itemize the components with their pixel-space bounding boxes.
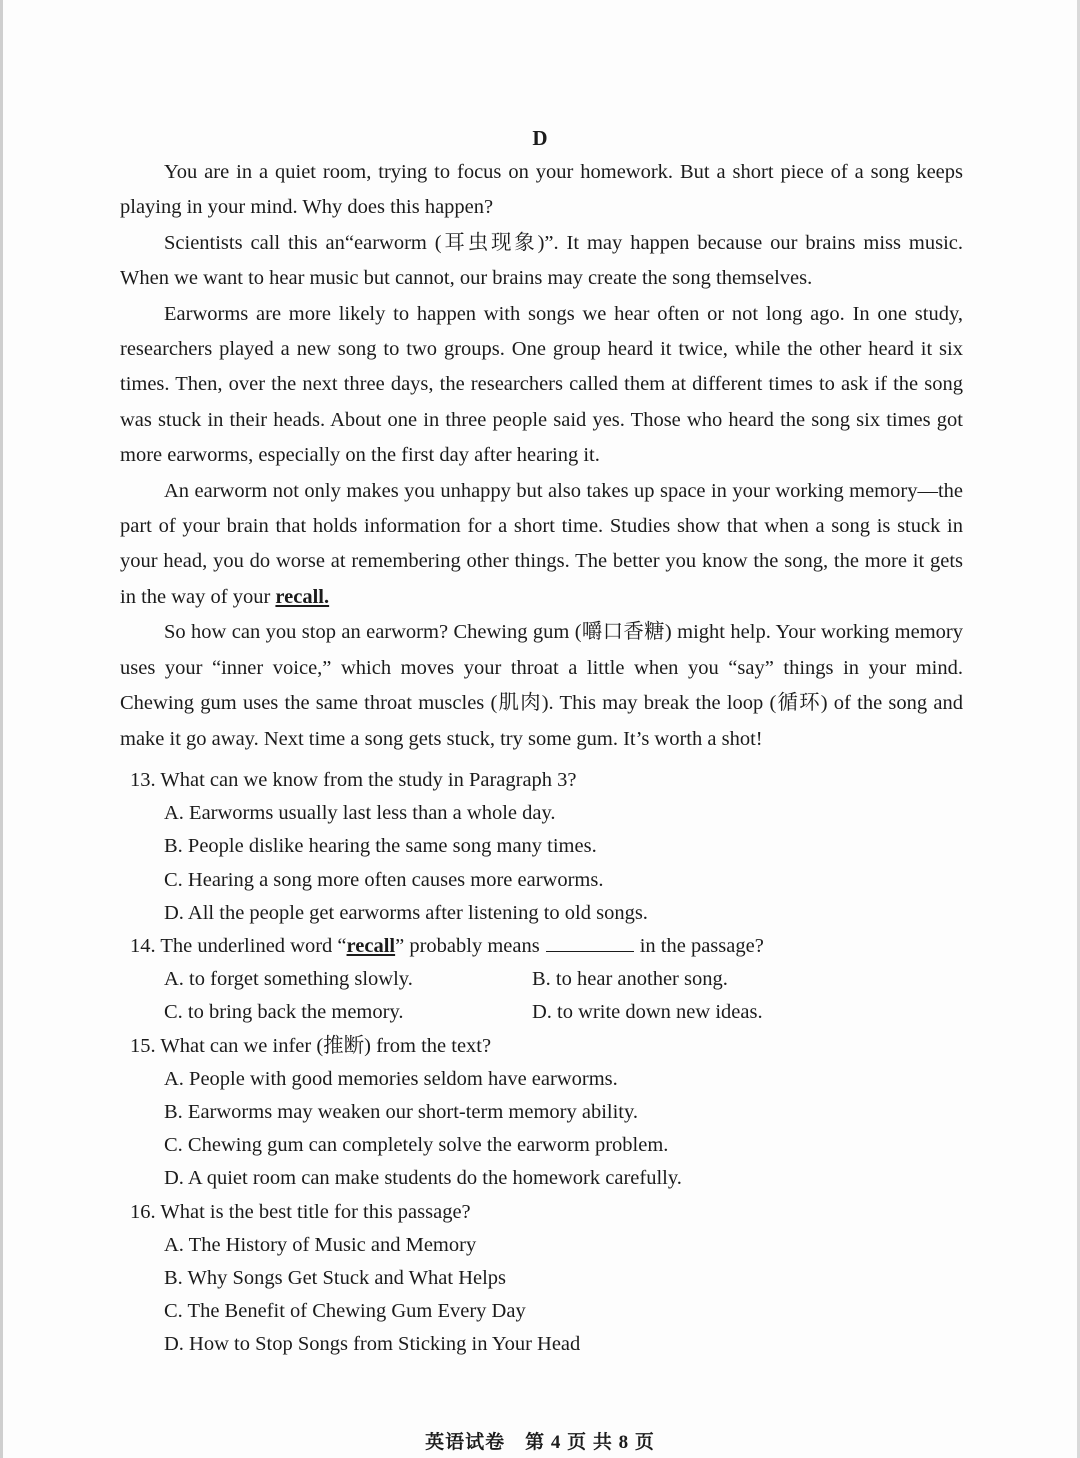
question-13-option-d: D. All the people get earworms after listening to old songs. <box>164 901 648 924</box>
question-15-stem: 15. What can we infer (推断) from the text? <box>130 1034 492 1057</box>
question-16-option-d: D. How to Stop Songs from Sticking in Your Head <box>164 1333 581 1356</box>
reading-passage <box>120 155 963 757</box>
question-14-options-row-1 <box>130 963 970 996</box>
question-14-stem-post: in the passage? <box>639 935 764 958</box>
question-16-option-c: C. The Benefit of Chewing Gum Every Day <box>164 1300 526 1323</box>
question-16-option-b: B. Why Songs Get Stuck and What Helps <box>164 1267 507 1290</box>
question-15-option-c: C. Chewing gum can completely solve the earworm problem. <box>164 1134 669 1157</box>
question-15-option-a: A. People with good memories seldom have earworms. <box>164 1067 618 1090</box>
question-13-stem: 13. What can we know from the study in Paragraph 3? <box>130 769 577 791</box>
question-15-option-d: D. A quiet room can make students do the homework carefully. <box>164 1167 682 1190</box>
question-15-option-b: B. Earworms may weaken our short-term memory ability. <box>164 1101 639 1124</box>
paragraph-2: Scientists call this an“earworm (耳虫现象)”. It may happen because our brains miss music. When we want to hear music but cannot, our brains may create the song themselves. <box>120 231 963 290</box>
underlined-word-recall: recall. <box>275 585 330 608</box>
section-heading: D <box>532 126 548 150</box>
question-13-option-c: C. Hearing a song more often causes more earworms. <box>164 868 604 891</box>
question-13-option-b: B. People dislike hearing the same song many times. <box>164 835 597 858</box>
question-14-stem-mid: ” probably means <box>395 935 540 958</box>
answer-blank <box>546 933 634 952</box>
paragraph-4 <box>120 474 963 616</box>
paragraph-4-text: An earworm not only makes you unhappy but also takes up space in your working memory—the part of your brain that holds information for a short time. Studies show that when a song is stuck in your head, you do worse at remembering other things. The better you know the song, the more it gets in the way of your <box>120 479 963 608</box>
question-14-stem <box>130 930 970 963</box>
question-14-option-a: A. to forget something slowly. <box>164 968 413 991</box>
question-16-option-a: A. The History of Music and Memory <box>164 1233 477 1256</box>
paragraph-1: You are in a quiet room, trying to focus on your homework. But a short piece of a song keeps playing in your mind. Why does this happen? <box>120 161 963 219</box>
question-list <box>130 764 970 1362</box>
paragraph-3: Earworms are more likely to happen with songs we hear often or not long ago. In one study, researchers played a new song to two groups. One group heard it twice, while the other heard it six times. Then, over the next three days, the researchers called them at different times to ask if the song was stuck in their heads. About one in three people said yes. Those who heard the song six times got more earworms, especially on the first day after hearing it. <box>120 302 963 467</box>
page-edge-left <box>0 0 3 1458</box>
question-14-option-d: D. to write down new ideas. <box>532 1001 763 1024</box>
paragraph-5: So how can you stop an earworm? Chewing gum (嚼口香糖) might help. Your working memory uses your “inner voice,” which moves your throat a little when you “say” things in your mind. Chewing gum uses the same throat muscles (肌肉). This may break the loop (循环) of the song and make it go away. Next time a song gets stuck, try some gum. It’s worth a shot! <box>120 621 963 750</box>
question-14-option-b: B. to hear another song. <box>532 968 728 991</box>
question-13-option-a: A. Earworms usually last less than a whole day. <box>164 802 556 825</box>
question-14-stem-pre: 14. The underlined word “ <box>130 935 347 958</box>
question-16-stem: 16. What is the best title for this passage? <box>130 1200 471 1223</box>
question-14-options-row-2 <box>130 996 970 1029</box>
page-footer: 英语试卷 第 4 页 共 8 页 <box>425 1432 655 1453</box>
question-14-keyword: recall <box>346 935 396 958</box>
question-14-option-c: C. to bring back the memory. <box>164 1001 404 1024</box>
